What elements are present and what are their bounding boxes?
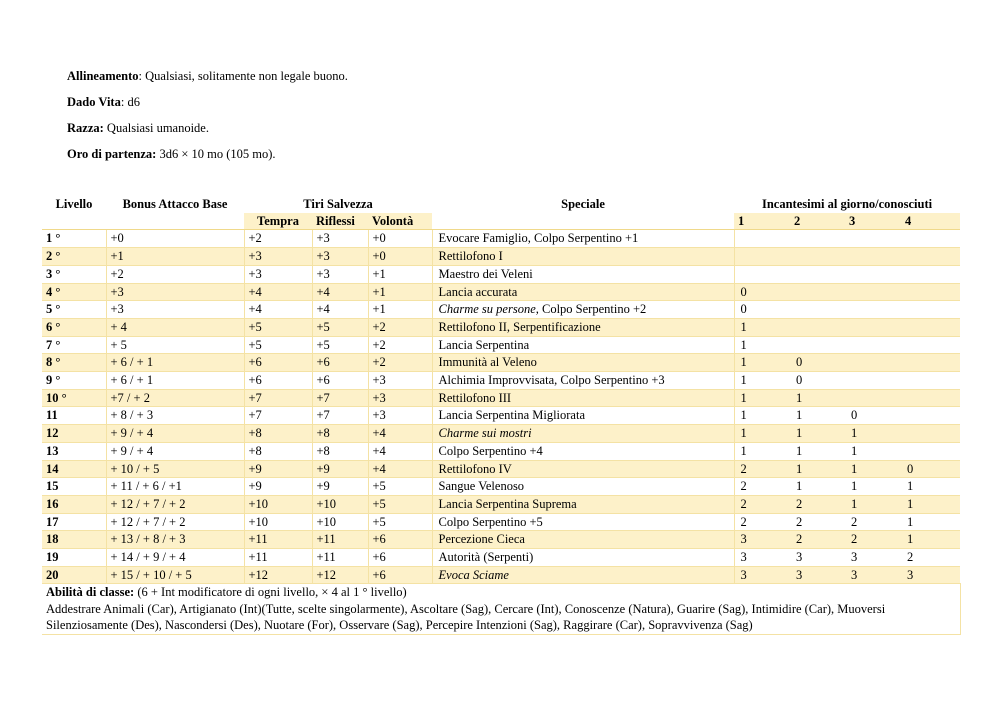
cell-level: 15 [42,478,106,496]
cell-s4 [901,354,960,372]
cell-s3: 1 [845,460,901,478]
cell-will: +2 [368,354,432,372]
cell-s2: 1 [790,478,845,496]
cell-s3: 3 [845,566,901,584]
table-row [42,460,960,478]
ref-header: Riflessi [312,213,368,230]
special-text: Autorità (Serpenti) [438,550,534,565]
cell-special [432,478,734,496]
cell-s3 [845,389,901,407]
spells-header: Incantesimi al giorno/conosciuti [761,197,933,211]
table-row [42,301,960,319]
cell-bab: + 12 / + 7 / + 2 [106,495,244,513]
hit-die-line: Dado Vita: d6 [67,95,140,109]
alignment-label: Allineamento [67,69,139,83]
cell-s2: 2 [790,513,845,531]
cell-level: 14 [42,460,106,478]
cell-s4 [901,442,960,460]
cell-will: +0 [368,248,432,266]
cell-ref: +10 [312,513,368,531]
special-italic-text: Evoca Sciame [438,567,509,582]
cell-s4: 1 [901,495,960,513]
cell-will: +5 [368,495,432,513]
gold-line [67,146,276,162]
cell-s3 [845,372,901,390]
cell-fort: +3 [244,248,312,266]
cell-s4 [901,265,960,283]
cell-bab: +3 [106,301,244,319]
special-italic-text: Charme su persone, [438,302,539,317]
cell-fort: +5 [244,336,312,354]
cell-s3 [845,318,901,336]
spell-level-3-header: 3 [845,213,901,230]
special-text: Lancia Serpentina Migliorata [438,408,586,423]
cell-bab: + 4 [106,318,244,336]
cell-will: +2 [368,336,432,354]
cell-special [432,354,734,372]
cell-s3 [845,230,901,248]
cell-s2 [790,283,845,301]
cell-s1: 1 [734,442,790,460]
table-row [42,389,960,407]
cell-bab: + 5 [106,336,244,354]
cell-s3 [845,354,901,372]
cell-s3: 1 [845,495,901,513]
cell-s3 [845,265,901,283]
saves-header: Tiri Salvezza [303,197,373,211]
cell-s3: 0 [845,407,901,425]
cell-fort: +5 [244,318,312,336]
cell-s1: 0 [734,301,790,319]
cell-s2: 1 [790,407,845,425]
cell-s4 [901,318,960,336]
cell-ref: +5 [312,318,368,336]
cell-level: 4 ° [42,283,106,301]
special-text: Colpo Serpentino +2 [538,302,647,317]
cell-level: 19 [42,549,106,567]
cell-s4 [901,407,960,425]
cell-s2: 3 [790,549,845,567]
special-text: Lancia accurata [438,284,518,299]
header-row-main [42,196,960,213]
cell-s4 [901,283,960,301]
spell-level-2-header: 2 [790,213,845,230]
cell-s4 [901,230,960,248]
cell-level: 5 ° [42,301,106,319]
skills-label: Abilità di classe: [46,585,135,600]
table-row [42,318,960,336]
skills-list: Addestrare Animali (Car), Artigianato (Int)(Tutte, scelte singolarmente), Ascoltare (Sag), Cercare (Int), Conoscenze (Natura), Guarire (Sag), Intimidire (Car), Muoversi Silenziosamente (Des), Nascondersi (Des), Nuotare (For), Osservare (Sag), Percepire Intenzioni (Sag), Raggirare (Car), Sopravvivenza (Sag) [46,601,886,633]
race-line [67,120,209,136]
cell-level: 2 ° [42,248,106,266]
special-header: Speciale [561,197,605,211]
cell-bab: + 13 / + 8 / + 3 [106,531,244,549]
cell-s2: 3 [790,566,845,584]
cell-s3: 1 [845,442,901,460]
cell-fort: +7 [244,407,312,425]
race-value: Qualsiasi umanoide. [106,121,209,135]
cell-fort: +7 [244,389,312,407]
cell-s2: 0 [790,354,845,372]
cell-s4 [901,425,960,443]
cell-will: +3 [368,389,432,407]
cell-bab: + 10 / + 5 [106,460,244,478]
cell-special [432,566,734,584]
cell-level: 18 [42,531,106,549]
table-row [42,283,960,301]
cell-fort: +6 [244,372,312,390]
cell-s2: 1 [790,442,845,460]
cell-special [432,425,734,443]
cell-ref: +12 [312,566,368,584]
bab-header: Bonus Attacco Base [122,197,228,211]
cell-s1: 1 [734,425,790,443]
cell-level: 3 ° [42,265,106,283]
cell-ref: +4 [312,301,368,319]
cell-ref: +9 [312,478,368,496]
skills-note: (6 + Int modificatore di ogni livello, × 4 al 1 ° livello) [134,585,407,600]
cell-fort: +4 [244,301,312,319]
cell-s1: 1 [734,372,790,390]
cell-fort: +9 [244,478,312,496]
cell-s4: 2 [901,549,960,567]
cell-s1: 0 [734,283,790,301]
cell-level: 20 [42,566,106,584]
will-header: Volontà [368,213,432,230]
cell-bab: + 14 / + 9 / + 4 [106,549,244,567]
alignment-line: Allineamento: Qualsiasi, solitamente non legale buono. [67,69,348,83]
cell-level: 16 [42,495,106,513]
cell-ref: +6 [312,354,368,372]
cell-fort: +11 [244,531,312,549]
cell-special [432,460,734,478]
cell-s2 [790,265,845,283]
cell-fort: +4 [244,283,312,301]
cell-s4: 1 [901,478,960,496]
cell-will: +6 [368,566,432,584]
cell-special [432,265,734,283]
cell-s4 [901,336,960,354]
cell-ref: +7 [312,389,368,407]
cell-special [432,301,734,319]
cell-s4 [901,248,960,266]
gold-label: Oro di partenza: [67,147,157,161]
cell-ref: +5 [312,336,368,354]
cell-ref: +3 [312,230,368,248]
cell-s1: 3 [734,531,790,549]
cell-ref: +7 [312,407,368,425]
cell-bab: + 6 / + 1 [106,354,244,372]
cell-special [432,531,734,549]
special-text: Maestro dei Veleni [438,266,533,281]
cell-s3: 1 [845,478,901,496]
cell-will: +4 [368,442,432,460]
cell-will: +1 [368,283,432,301]
special-text: Rettilofono III [438,390,512,405]
cell-level: 13 [42,442,106,460]
cell-ref: +10 [312,495,368,513]
cell-s1: 1 [734,336,790,354]
cell-bab: + 11 / + 6 / +1 [106,478,244,496]
special-text: Lancia Serpentina Suprema [438,496,577,511]
cell-special [432,549,734,567]
cell-will: +1 [368,301,432,319]
cell-special [432,230,734,248]
cell-s3 [845,283,901,301]
cell-s1: 1 [734,354,790,372]
cell-level: 17 [42,513,106,531]
cell-fort: +11 [244,549,312,567]
cell-bab: +3 [106,283,244,301]
cell-ref: +4 [312,283,368,301]
cell-s1: 2 [734,495,790,513]
cell-s2 [790,230,845,248]
cell-level: 1 ° [42,230,106,248]
cell-fort: +9 [244,460,312,478]
cell-will: +5 [368,513,432,531]
cell-fort: +10 [244,495,312,513]
hit-die-value: d6 [127,95,140,109]
spell-level-4-header: 4 [901,213,960,230]
skills-row [42,584,960,635]
cell-level: 10 ° [42,389,106,407]
table-row [42,442,960,460]
cell-special [432,318,734,336]
cell-special [432,495,734,513]
cell-s1 [734,230,790,248]
cell-s1 [734,265,790,283]
table-row [42,265,960,283]
cell-level: 12 [42,425,106,443]
cell-s3: 2 [845,513,901,531]
cell-special [432,336,734,354]
cell-ref: +3 [312,248,368,266]
cell-will: +6 [368,549,432,567]
cell-s2 [790,336,845,354]
cell-bab: +1 [106,248,244,266]
cell-s2: 1 [790,460,845,478]
spell-level-1-header: 1 [734,213,790,230]
cell-s1 [734,248,790,266]
cell-bab: +0 [106,230,244,248]
cell-ref: +9 [312,460,368,478]
cell-special [432,283,734,301]
cell-s2 [790,318,845,336]
table-row [42,495,960,513]
cell-will: +2 [368,318,432,336]
cell-will: +4 [368,425,432,443]
cell-s1: 2 [734,478,790,496]
cell-level: 11 [42,407,106,425]
cell-s2: 0 [790,372,845,390]
table-row [42,531,960,549]
cell-s4 [901,389,960,407]
cell-level: 6 ° [42,318,106,336]
cell-will: +3 [368,372,432,390]
table-row [42,513,960,531]
special-text: Sangue Velenoso [438,479,525,494]
cell-will: +4 [368,460,432,478]
cell-will: +6 [368,531,432,549]
cell-special [432,513,734,531]
cell-level: 9 ° [42,372,106,390]
cell-s1: 1 [734,407,790,425]
cell-special [432,389,734,407]
cell-s1: 2 [734,513,790,531]
special-text: Immunità al Veleno [438,355,537,370]
table-row [42,336,960,354]
cell-ref: +11 [312,531,368,549]
header-row-sub [42,213,960,230]
special-text: Colpo Serpentino +4 [438,443,543,458]
table-row [42,549,960,567]
table-row [42,248,960,266]
cell-bab: + 15 / + 10 / + 5 [106,566,244,584]
cell-s2: 1 [790,389,845,407]
special-text: Alchimia Improvvisata, Colpo Serpentino +3 [438,373,665,388]
fort-header: Tempra [244,213,312,230]
cell-s1: 1 [734,318,790,336]
cell-s1: 1 [734,389,790,407]
table-row [42,566,960,584]
cell-s4: 3 [901,566,960,584]
cell-s3: 1 [845,425,901,443]
cell-fort: +8 [244,425,312,443]
table-row [42,372,960,390]
table-row [42,478,960,496]
special-text: Colpo Serpentino +5 [438,514,543,529]
special-text: Lancia Serpentina [438,337,530,352]
cell-fort: +3 [244,265,312,283]
cell-fort: +8 [244,442,312,460]
cell-fort: +12 [244,566,312,584]
cell-bab: + 9 / + 4 [106,425,244,443]
cell-special [432,442,734,460]
cell-s1: 3 [734,549,790,567]
cell-special [432,372,734,390]
cell-s2 [790,248,845,266]
cell-s2 [790,301,845,319]
cell-s3: 2 [845,531,901,549]
cell-fort: +10 [244,513,312,531]
hit-die-label: Dado Vita [67,95,121,109]
cell-bab: +2 [106,265,244,283]
special-text: Rettilofono II, Serpentificazione [438,319,601,334]
cell-s3 [845,336,901,354]
cell-bab: + 8 / + 3 [106,407,244,425]
cell-s4 [901,301,960,319]
special-text: Rettilofono IV [438,461,512,476]
cell-ref: +11 [312,549,368,567]
cell-level: 8 ° [42,354,106,372]
table-row [42,425,960,443]
cell-s3 [845,248,901,266]
alignment-value: Qualsiasi, solitamente non legale buono. [145,69,348,83]
cell-s4: 0 [901,460,960,478]
cell-ref: +8 [312,425,368,443]
table-row [42,407,960,425]
cell-s2: 2 [790,495,845,513]
cell-bab: +7 / + 2 [106,389,244,407]
cell-s1: 2 [734,460,790,478]
table-row [42,354,960,372]
cell-s4: 1 [901,531,960,549]
cell-s4: 1 [901,513,960,531]
special-text: Rettilofono I [438,249,503,264]
cell-will: +1 [368,265,432,283]
cell-ref: +3 [312,265,368,283]
special-italic-text: Charme sui mostri [438,426,532,441]
cell-s1: 3 [734,566,790,584]
cell-s3 [845,301,901,319]
cell-s2: 1 [790,425,845,443]
gold-value: 3d6 × 10 mo (105 mo). [159,147,276,161]
cell-s2: 2 [790,531,845,549]
cell-fort: +6 [244,354,312,372]
cell-ref: +8 [312,442,368,460]
cell-s4 [901,372,960,390]
special-text: Evocare Famiglio, Colpo Serpentino +1 [438,231,639,246]
cell-bab: + 6 / + 1 [106,372,244,390]
cell-special [432,407,734,425]
race-label: Razza: [67,121,104,135]
level-header: Livello [55,197,93,211]
cell-bab: + 12 / + 7 / + 2 [106,513,244,531]
cell-will: +3 [368,407,432,425]
special-text: Percezione Cieca [438,532,525,547]
cell-fort: +2 [244,230,312,248]
cell-will: +5 [368,478,432,496]
cell-will: +0 [368,230,432,248]
cell-ref: +6 [312,372,368,390]
cell-s3: 3 [845,549,901,567]
table-row [42,230,960,248]
class-progression-table [42,196,961,635]
cell-level: 7 ° [42,336,106,354]
cell-bab: + 9 / + 4 [106,442,244,460]
cell-special [432,248,734,266]
